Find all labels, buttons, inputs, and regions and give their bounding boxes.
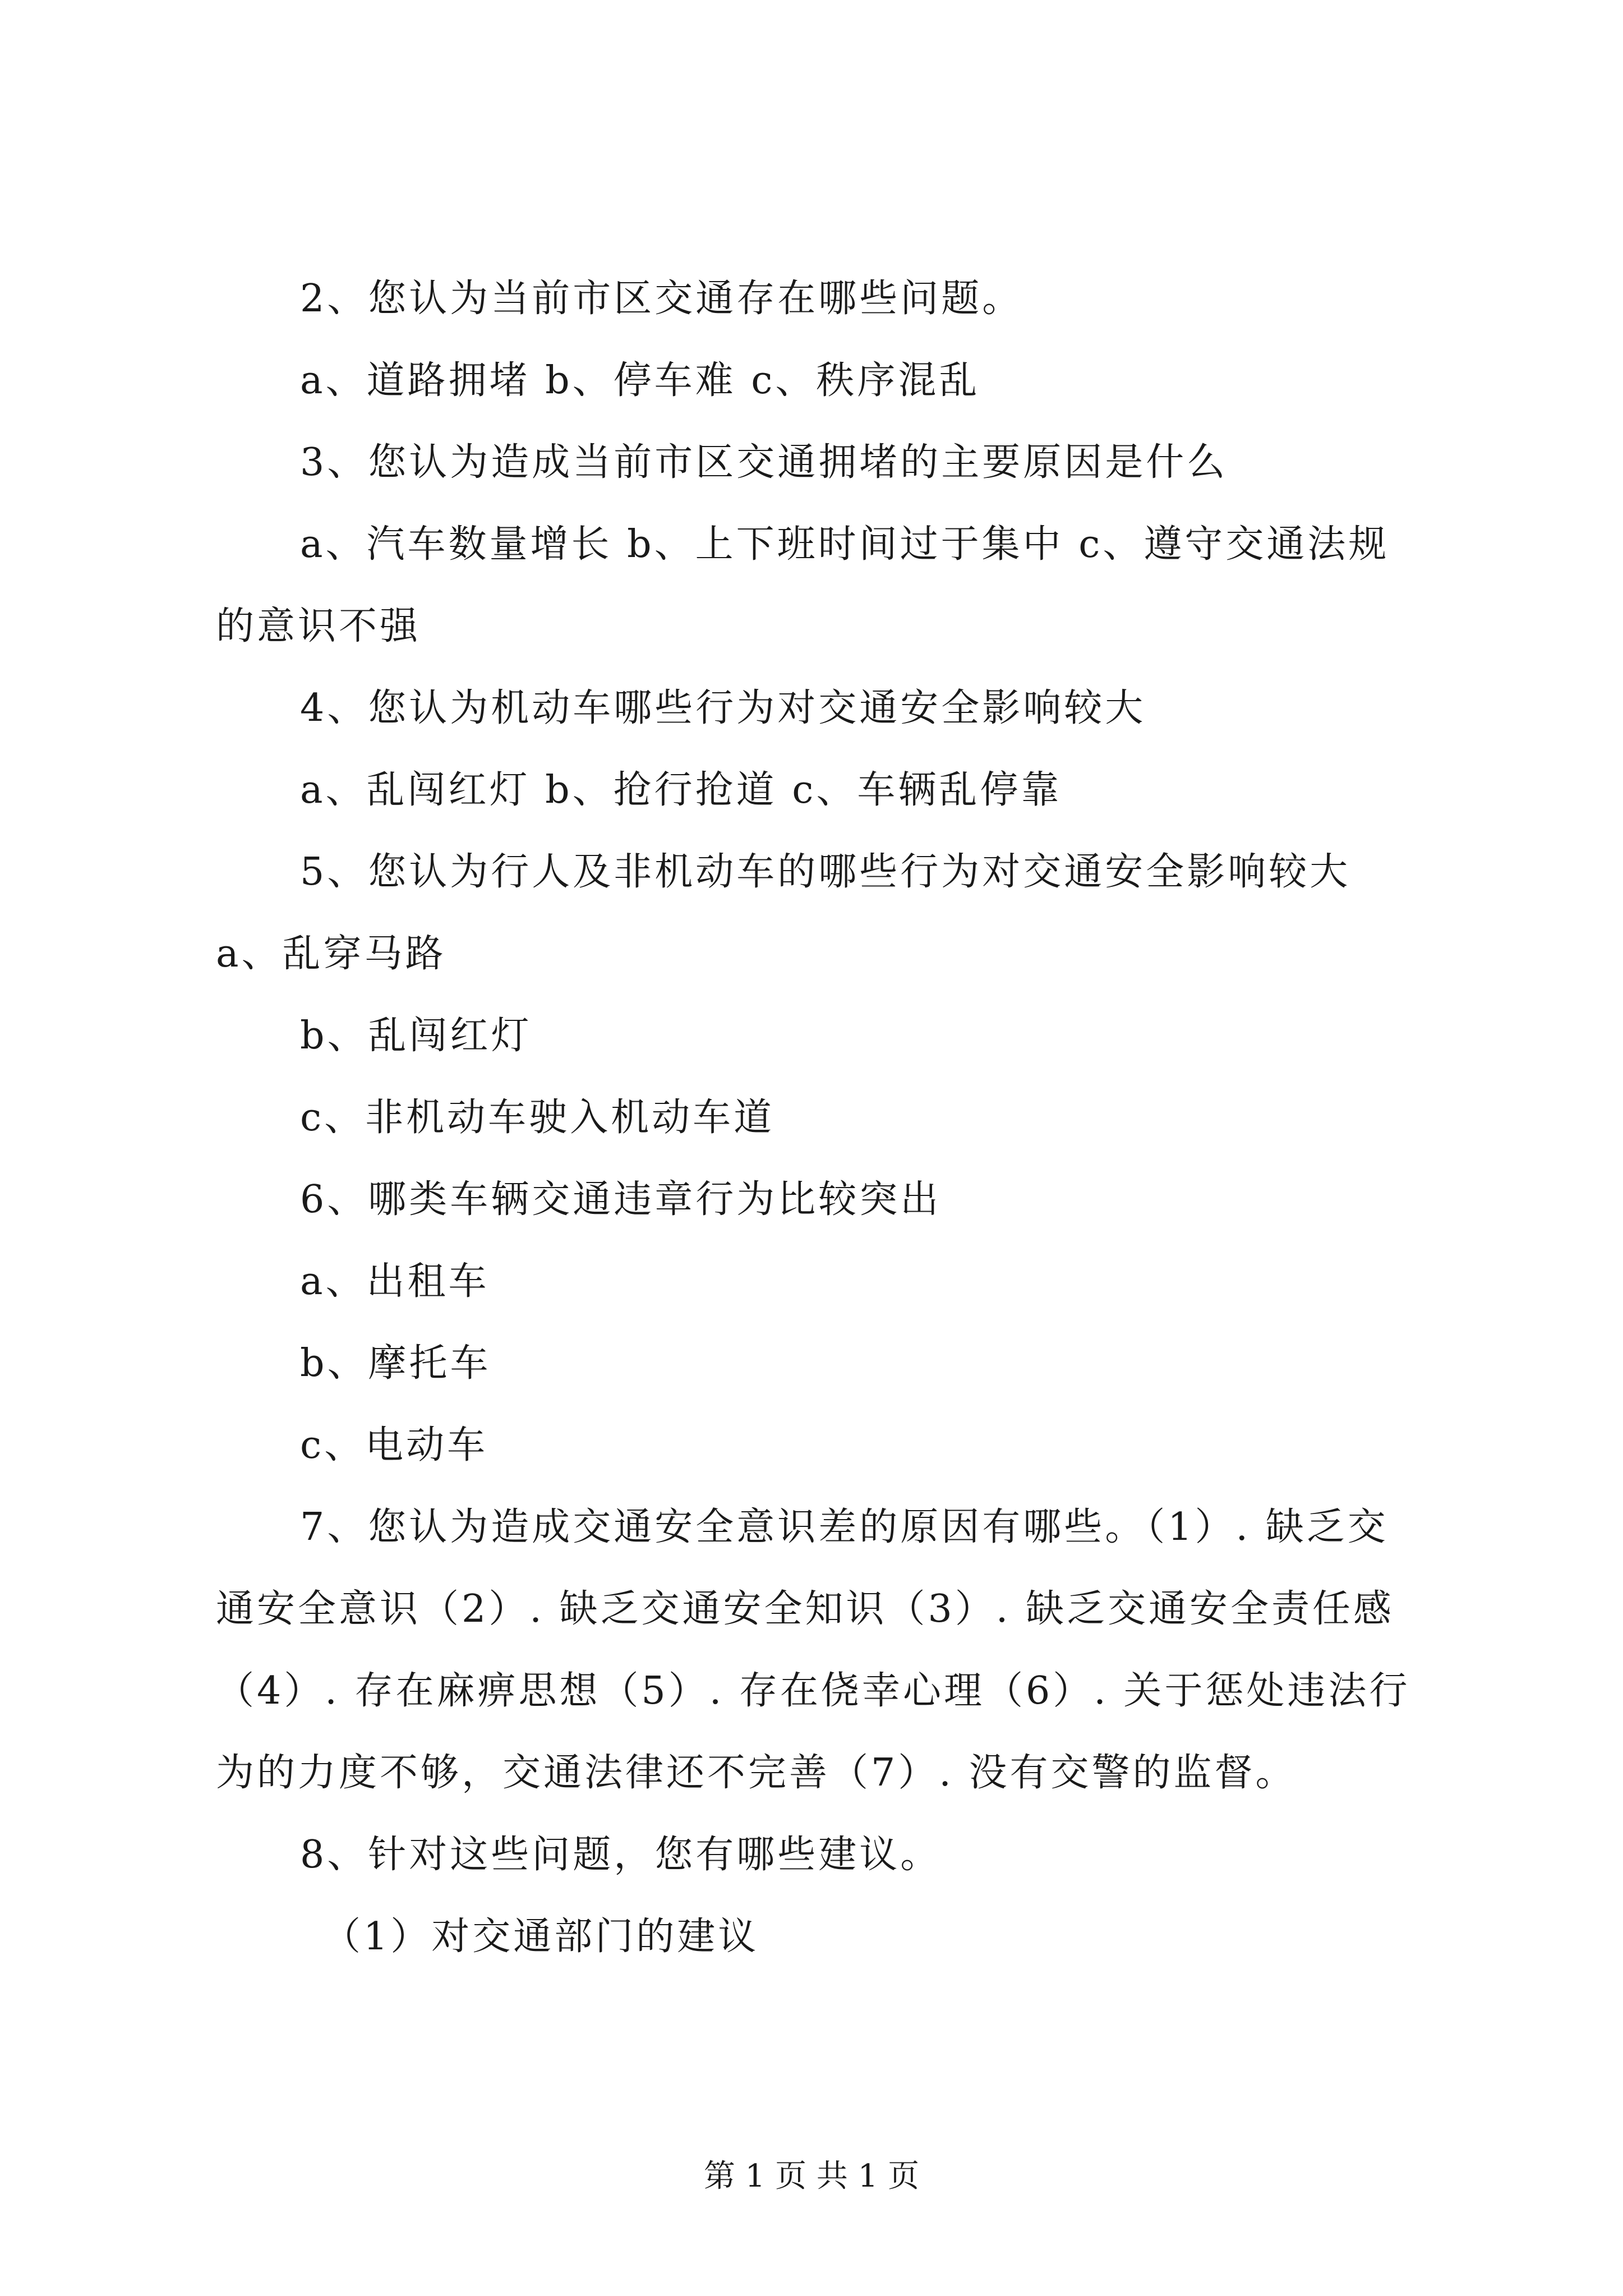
page-footer: 第 1 页 共 1 页 bbox=[703, 2158, 920, 2194]
paragraph: 2、您认为当前市区交通存在哪些问题。 bbox=[300, 277, 1023, 321]
paragraph: a、出租车 bbox=[300, 1259, 490, 1304]
paragraph: 7、您认为造成交通安全意识差的原因有哪些。（1）. 缺乏交通安全意识（2）. 缺乏交通安全知识（3）. 缺乏交通安全责任感（4）. 存在麻痹思想（5）. 存在侥幸心理（6）. 关于惩处违法行为的力度不够，交通法律还不完善（7）. 没有交警的监督。 bbox=[216, 1505, 1410, 1795]
paragraph: c、非机动车驶入机动车道 bbox=[300, 1096, 775, 1140]
paragraph: 8、针对这些问题，您有哪些建议。 bbox=[300, 1833, 942, 1877]
paragraph: a、道路拥堵 b、停车难 c、秩序混乱 bbox=[300, 358, 980, 403]
paragraph: a、乱闯红灯 b、抢行抢道 c、车辆乱停靠 bbox=[300, 768, 1062, 812]
paragraph: a、汽车数量增长 b、上下班时间过于集中 c、遵守交通法规的意识不强 bbox=[216, 522, 1390, 648]
paragraph: （1）对交通部门的建议 bbox=[322, 1915, 759, 1959]
paragraph: b、摩托车 bbox=[300, 1341, 491, 1386]
paragraph: 5、您认为行人及非机动车的哪些行为对交通安全影响较大 a、乱穿马路 bbox=[216, 850, 1351, 976]
paragraph: b、乱闯红灯 bbox=[300, 1014, 532, 1058]
paragraph: 4、您认为机动车哪些行为对交通安全影响较大 bbox=[300, 686, 1146, 730]
document-body bbox=[216, 258, 1410, 1978]
paragraph: c、电动车 bbox=[300, 1423, 488, 1467]
paragraph: 3、您认为造成当前市区交通拥堵的主要原因是什么 bbox=[300, 440, 1228, 485]
paragraph: 6、哪类车辆交通违章行为比较突出 bbox=[300, 1177, 942, 1222]
